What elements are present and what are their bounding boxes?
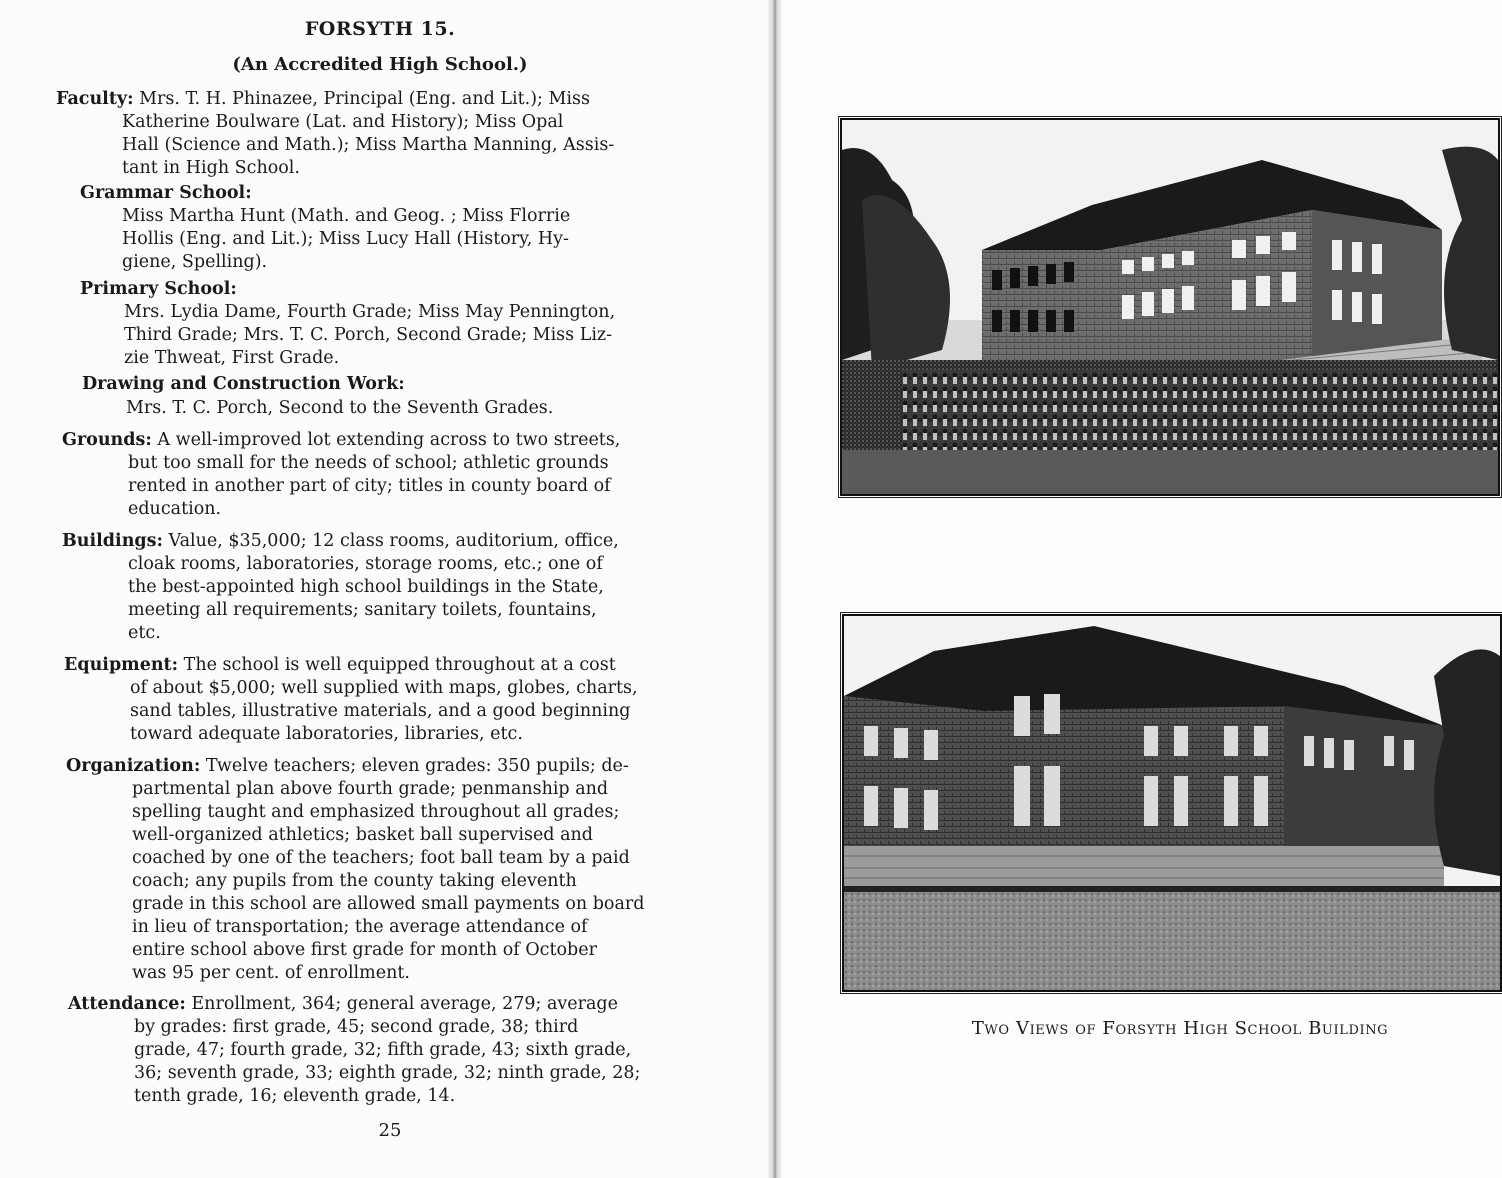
faculty-label: Faculty: [56,89,134,109]
grounds-section [62,429,712,521]
primary-school-section [124,301,704,370]
school-photo-front-image [842,120,1498,494]
grammar-line: Hollis (Eng. and Lit.); Miss Lucy Hall (History, Hy- [122,229,569,249]
organization-section [66,755,716,985]
attendance-label: Attendance: [68,994,186,1014]
organization-line: coached by one of the teachers; foot ball team by a paid [132,848,630,868]
organization-line: well-organized athletics; basket ball supervised and [132,825,593,845]
equipment-label: Equipment: [64,655,179,675]
page-number: 25 [378,1120,402,1141]
faculty-line: tant in High School. [122,158,300,178]
page-subtitle: (An Accredited High School.) [232,54,528,75]
equipment-section [64,654,714,746]
school-photo-front [840,118,1500,496]
buildings-line: cloak rooms, laboratories, storage rooms, etc.; one of [128,554,603,574]
faculty-line: Mrs. T. H. Phinazee, Principal (Eng. and Lit.); Miss [133,89,590,109]
faculty-line: Hall (Science and Math.); Miss Martha Manning, Assis- [122,135,615,155]
grounds-line: A well-improved lot extending across to two streets, [151,430,621,450]
faculty-line: Katherine Boulware (Lat. and History); Miss Opal [122,112,564,132]
school-photo-side-image [844,616,1500,990]
attendance-line: tenth grade, 16; eleventh grade, 14. [134,1086,456,1106]
attendance-section [68,993,718,1108]
attendance-line: Enrollment, 364; general average, 279; average [185,994,618,1014]
buildings-section [62,530,712,645]
grounds-line: education. [128,499,222,519]
faculty-section [56,88,706,180]
attendance-line: grade, 47; fourth grade, 32; fifth grade, 43; sixth grade, [134,1040,632,1060]
organization-line: entire school above first grade for month of October [132,940,597,960]
grammar-school-label: Grammar School: [80,183,252,203]
equipment-line: toward adequate laboratories, libraries, etc. [130,724,523,744]
grammar-line: giene, Spelling). [122,252,268,272]
attendance-line: by grades: first grade, 45; second grade, 38; third [134,1017,579,1037]
organization-line: was 95 per cent. of enrollment. [132,963,410,983]
organization-line: partmental plan above fourth grade; penmanship and [132,779,609,799]
book-gutter [768,0,782,1178]
primary-school-label: Primary School: [80,279,237,299]
grammar-school-section [122,205,702,274]
grounds-line: rented in another part of city; titles in county board of [128,476,611,496]
buildings-line: Value, $35,000; 12 class rooms, auditorium, office, [162,531,619,551]
drawing-section [126,397,706,420]
equipment-line: of about $5,000; well supplied with maps, globes, charts, [130,678,638,698]
organization-line: in lieu of transportation; the average attendance of [132,917,588,937]
organization-line: Twelve teachers; eleven grades: 350 pupils; de- [200,756,629,776]
equipment-line: The school is well equipped throughout at a cost [178,655,616,675]
buildings-line: the best-appointed high school buildings in the State, [128,577,604,597]
equipment-line: sand tables, illustrative materials, and a good beginning [130,701,631,721]
organization-line: coach; any pupils from the county taking eleventh [132,871,577,891]
buildings-line: etc. [128,623,161,643]
buildings-label: Buildings: [62,531,163,551]
page-title: FORSYTH 15. [304,18,456,40]
organization-line: spelling taught and emphasized throughout all grades; [132,802,620,822]
organization-label: Organization: [66,756,201,776]
attendance-line: 36; seventh grade, 33; eighth grade, 32; ninth grade, 28; [134,1063,641,1083]
primary-line: Mrs. Lydia Dame, Fourth Grade; Miss May Pennington, [124,302,616,322]
school-photo-side [842,614,1502,992]
organization-line: grade in this school are allowed small payments on board [132,894,645,914]
primary-line: zie Thweat, First Grade. [124,348,340,368]
grammar-line: Miss Martha Hunt (Math. and Geog. ; Miss Florrie [122,206,571,226]
drawing-line: Mrs. T. C. Porch, Second to the Seventh Grades. [126,398,554,418]
photo-caption: Two Views of Forsyth High School Building [971,1018,1389,1039]
grounds-line: but too small for the needs of school; athletic grounds [128,453,609,473]
primary-line: Third Grade; Mrs. T. C. Porch, Second Grade; Miss Liz- [124,325,613,345]
grounds-label: Grounds: [62,430,152,450]
drawing-label: Drawing and Construction Work: [82,374,405,394]
buildings-line: meeting all requirements; sanitary toilets, fountains, [128,600,597,620]
